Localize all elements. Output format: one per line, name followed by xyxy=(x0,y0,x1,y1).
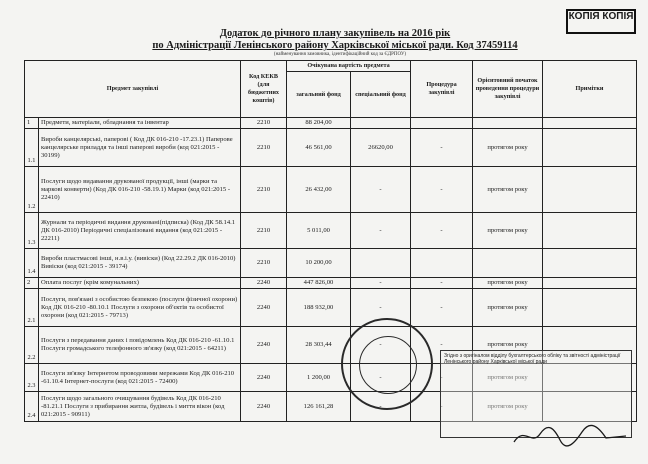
row-kekv: 2210 xyxy=(241,118,287,129)
copy-stamp: КОПІЯ КОПІЯ xyxy=(566,9,636,34)
row-notes xyxy=(543,167,637,213)
header-subject: Предмет закупівлі xyxy=(25,61,241,118)
row-special-fund: - xyxy=(351,278,411,289)
row-notes xyxy=(543,213,637,249)
row-kekv: 2240 xyxy=(241,327,287,364)
row-procedure: - xyxy=(411,213,473,249)
row-number: 2.2 xyxy=(25,327,39,364)
header-notes: Примітки xyxy=(543,61,637,118)
row-notes xyxy=(543,118,637,129)
row-start: протягом року xyxy=(473,364,543,392)
row-start: протягом року xyxy=(473,167,543,213)
row-start: протягом року xyxy=(473,278,543,289)
row-notes xyxy=(543,289,637,327)
row-kekv: 2210 xyxy=(241,129,287,167)
row-number: 1.4 xyxy=(25,249,39,278)
row-general-fund: 46 561,00 xyxy=(287,129,351,167)
row-start: протягом року xyxy=(473,289,543,327)
row-general-fund: 1 200,00 xyxy=(287,364,351,392)
row-procedure xyxy=(411,249,473,278)
row-procedure: - xyxy=(411,364,473,392)
row-general-fund: 10 200,00 xyxy=(287,249,351,278)
row-kekv: 2210 xyxy=(241,213,287,249)
row-general-fund: 447 826,00 xyxy=(287,278,351,289)
header-special-fund: спеціальний фонд xyxy=(351,72,411,118)
row-kekv: 2240 xyxy=(241,392,287,422)
row-special-fund xyxy=(351,249,411,278)
row-general-fund: 5 011,00 xyxy=(287,213,351,249)
row-kekv: 2210 xyxy=(241,167,287,213)
row-number: 2.3 xyxy=(25,364,39,392)
round-seal xyxy=(341,318,433,410)
row-special-fund: - xyxy=(351,289,411,327)
row-kekv: 2240 xyxy=(241,289,287,327)
row-procedure: - xyxy=(411,278,473,289)
row-special-fund: - xyxy=(351,392,411,422)
row-general-fund: 188 932,00 xyxy=(287,289,351,327)
row-subject: Вироби пластмасові інші, н.в.і.у. (вивіски) (Код 22.29.2 ДК 016-2010) Вивіски (код 021:2015 - 39174) xyxy=(39,249,241,278)
row-special-fund: - xyxy=(351,364,411,392)
row-number: 1.2 xyxy=(25,167,39,213)
row-subject: Послуги зв'язку Інтернетом проводовими мережами Код ДК 016-210 -61.10.4 Інтернет-послуги (код 021:2015 - 72400) xyxy=(39,364,241,392)
row-start: протягом року xyxy=(473,129,543,167)
header-expected: Очікувана вартість предмета xyxy=(287,61,411,72)
title-note: (найменування замовника, ідентифікаційний код за ЄДРПОУ) xyxy=(273,52,407,57)
row-notes xyxy=(543,278,637,289)
row-general-fund: 28 303,44 xyxy=(287,327,351,364)
title-line-1: Додаток до річного плану закупівель на 2016 рік xyxy=(219,28,451,39)
row-number: 2 xyxy=(25,278,39,289)
row-subject: Предмети, матеріали, обладнання та інвентар xyxy=(39,118,241,129)
row-procedure: - xyxy=(411,129,473,167)
row-procedure: - xyxy=(411,167,473,213)
header-procedure: Процедура закупівлі xyxy=(411,61,473,118)
row-subject: Послуги, пов'язані з особистою безпекою (послуги фізичної охорони) Код ДК 016-210 -80.10.1 Послуги з охорони об'єктів та особистої охорони (код 021:2015 - 79713) xyxy=(39,289,241,327)
row-general-fund: 26 432,00 xyxy=(287,167,351,213)
row-subject: Журнали та періодичні видання друковані(підписка) (Код ДК 58.14.1 ДК 016-2010) Періодичні спеціалізовані видання (код 021:2015 - 22211) xyxy=(39,213,241,249)
row-special-fund: - xyxy=(351,213,411,249)
row-procedure: - xyxy=(411,289,473,327)
row-number: 2.1 xyxy=(25,289,39,327)
row-general-fund: 126 161,28 xyxy=(287,392,351,422)
header-kekv: Код КЕКВ (для бюджетних коштів) xyxy=(241,61,287,118)
header-general-fund: загальний фонд xyxy=(287,72,351,118)
row-special-fund: - xyxy=(351,167,411,213)
row-number: 2.4 xyxy=(25,392,39,422)
row-kekv: 2210 xyxy=(241,249,287,278)
row-start xyxy=(473,249,543,278)
row-notes xyxy=(543,129,637,167)
row-kekv: 2240 xyxy=(241,278,287,289)
title-line-2: по Адміністрації Ленінського району Харківської міської ради. Код 37459114 xyxy=(152,40,518,51)
row-start: протягом року xyxy=(473,327,543,364)
certification-stamp: Згідно з оригіналом відділу бухгалтерського обліку та звітності адміністрації Ленінського району Харківської міської ради xyxy=(440,350,632,438)
row-start: протягом року xyxy=(473,392,543,422)
row-procedure: - xyxy=(411,327,473,364)
row-subject: Вироби канцелярські, паперові ( Код ДК 016-210 -17.23.1) Паперове канцелярське приладдя та інші паперові вироби (код 021:2015 - 30199) xyxy=(39,129,241,167)
row-special-fund: 26620,00 xyxy=(351,129,411,167)
header-start: Орієнтовний початок проведення процедури закупівлі xyxy=(473,61,543,118)
row-start xyxy=(473,118,543,129)
row-procedure xyxy=(411,118,473,129)
row-general-fund: 88 204,00 xyxy=(287,118,351,129)
row-subject: Послуги з передавання даних і повідомлень Код ДК 016-210 -61.10.1 Послуги громадського телефонного зв'язку (код 021:2015 - 64211) xyxy=(39,327,241,364)
row-number: 1.1 xyxy=(25,129,39,167)
row-kekv: 2240 xyxy=(241,364,287,392)
row-start: протягом року xyxy=(473,213,543,249)
signature xyxy=(510,420,630,450)
document-title xyxy=(100,28,570,52)
row-number: 1 xyxy=(25,118,39,129)
row-procedure: - xyxy=(411,392,473,422)
row-subject: Послуги щодо загального очищування будівель Код ДК 016-210 -81.21.1 Послуги з прибирання житла, будівель і миття вікон (код 021:2015 - 90911) xyxy=(39,392,241,422)
row-number: 1.3 xyxy=(25,213,39,249)
row-special-fund xyxy=(351,118,411,129)
row-notes xyxy=(543,249,637,278)
row-subject: Послуги щодо видавання друкованої продукції, інші (марки та маркові конверти) (Код ДК 016-210 -58.19.1) Марки (код 021:2015 - 22410) xyxy=(39,167,241,213)
row-special-fund: - xyxy=(351,327,411,364)
row-subject: Оплата послуг (крім комунальних) xyxy=(39,278,241,289)
